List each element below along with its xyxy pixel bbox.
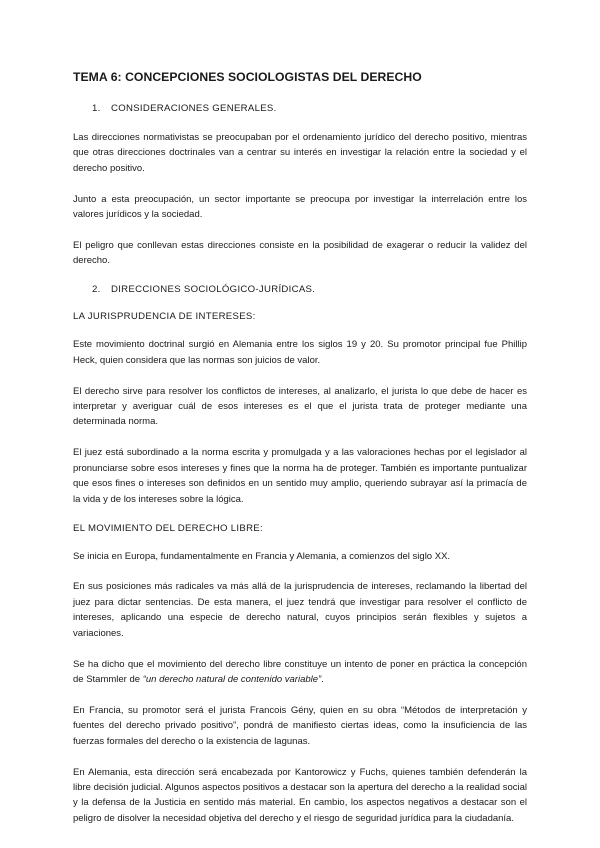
subheading-jurisprudencia: LA JURISPRUDENCIA DE INTERESES:	[73, 311, 256, 323]
section-label: DIRECCIONES SOCIOLÓGICO-JURÍDICAS.	[110, 284, 316, 296]
document-title: TEMA 6: CONCEPCIONES SOCIOLOGISTAS DEL DERECHO	[73, 70, 422, 84]
paragraph	[73, 657, 527, 688]
section-heading-2	[92, 284, 527, 295]
paragraph: Se inicia en Europa, fundamentalmente en Francia y Alemania, a comienzos del siglo XX.	[73, 550, 451, 562]
section-number: 2.	[92, 284, 101, 296]
paragraph: Este movimiento doctrinal surgió en Alemania entre los siglos 19 y 20. Su promotor principal fue Phillip Heck, quien considera que las normas son juicios de valor.	[73, 339, 527, 366]
paragraph: En Alemania, esta dirección será encabezada por Kantorowicz y Fuchs, quienes también defenderán la libre decisión judicial. Algunos aspectos positivos a destacar son la apertura del derecho a la realidad social y la defensa de la Justicia en sentido más material. En cambio, los aspectos negativos a destacar son el peligro de disolver la necesidad objetiva del derecho y el riesgo de seguridad jurídica para la ciudadanía.	[73, 766, 527, 824]
paragraph: El juez está subordinado a la norma escrita y promulgada y a las valoraciones hechas por el legislador al pronunciarse sobre esos intereses y fines que la norma ha de proteger. También es importante puntualizar que esos fines o intereses son definidos en un sentido muy amplio, queriendo subrayar así la primacía de la vida y de los intereses sobre la lógica.	[73, 447, 527, 505]
paragraph: Las direcciones normativistas se preocupaban por el ordenamiento jurídico del derecho positivo, mientras que otras direcciones doctrinales van a centrar su interés en investigar la relación entre la sociedad y el derecho positivo.	[73, 132, 527, 174]
quoted-concept: “un derecho natural de contenido variable”	[142, 673, 322, 685]
paragraph: El peligro que conllevan estas direcciones consiste en la posibilidad de exagerar o reducir la validez del derecho.	[73, 240, 527, 267]
paragraph-text: .	[321, 673, 324, 685]
section-number: 1.	[92, 103, 101, 114]
paragraph: En sus posiciones más radicales va más allá de la jurisprudencia de intereses, reclamando la libertad del juez para dictar sentencias. De esta manera, el juez tendrá que investigar para resolver el conflicto de intereses, aplicando una especie de derecho natural, cuyos principios serán flexibles y sujetos a variaciones.	[73, 581, 527, 639]
subheading-derecho-libre: EL MOVIMIENTO DEL DERECHO LIBRE:	[73, 522, 263, 534]
section-heading-1	[92, 103, 527, 114]
section-label: CONSIDERACIONES GENERALES.	[110, 103, 277, 114]
paragraph: Junto a esta preocupación, un sector importante se preocupa por investigar la interrelación entre los valores jurídicos y la sociedad.	[73, 193, 527, 221]
paragraph: En Francia, su promotor será el jurista Francois Gény, quien en su obra “Métodos de interpretación y fuentes del derecho privado positivo”, pondrá de manifiesto ciertas ideas, como la insuficiencia de las fuerzas formales del derecho o la existencia de lagunas.	[73, 704, 527, 747]
paragraph-text: Se ha dicho que el movimiento del derecho libre constituye un intento de poner en práctica la concepción de Stammler de	[73, 658, 527, 685]
paragraph: El derecho sirve para resolver los conflictos de intereses, al analizarlo, el jurista lo que debe de hacer es interpretar y averiguar cuál de esos intereses es el que el jurista trata de proteger mediante una determinada norma.	[73, 385, 527, 428]
